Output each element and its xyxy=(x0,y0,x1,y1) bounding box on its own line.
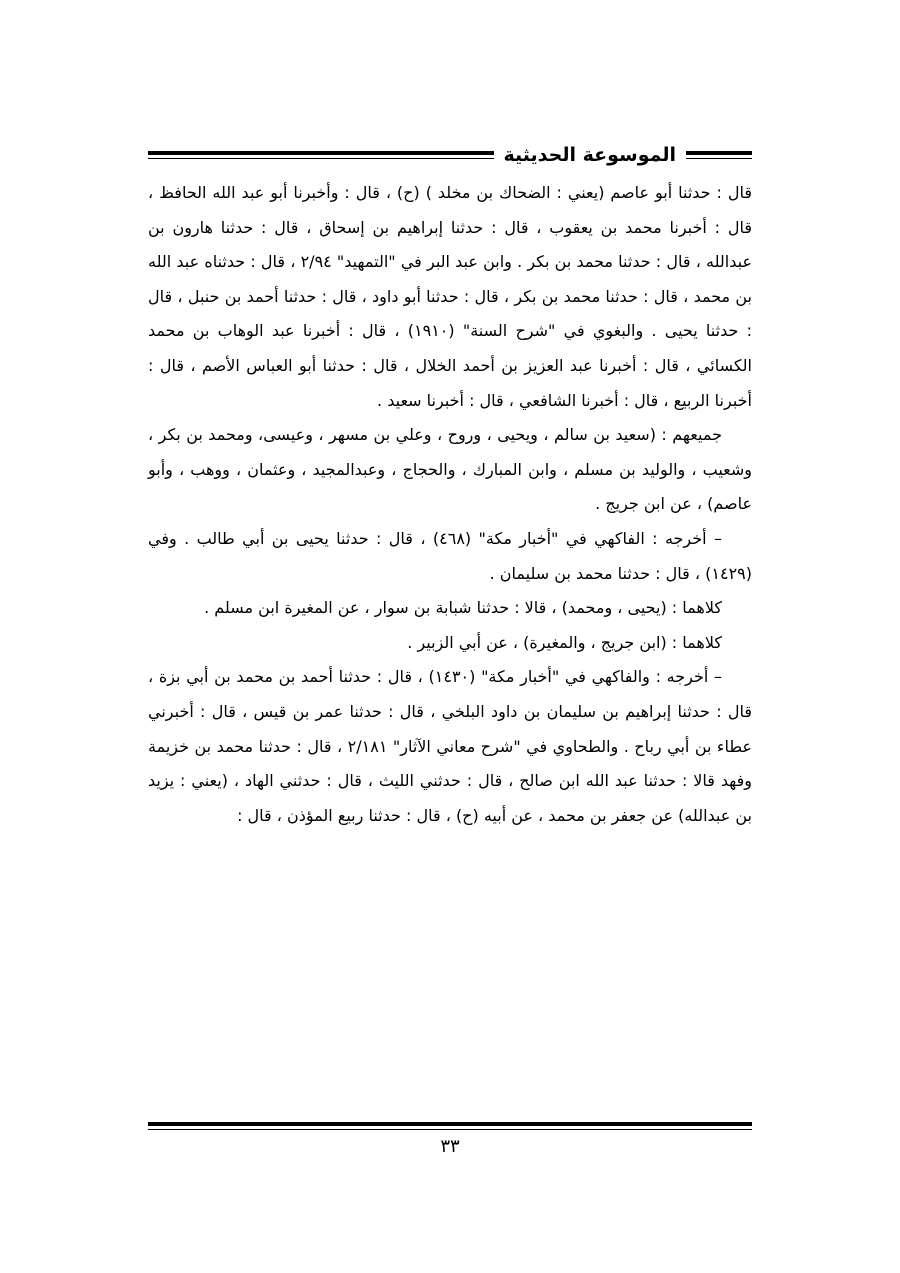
footer-rule xyxy=(148,1122,752,1130)
page-header xyxy=(148,138,752,172)
paragraph: – أخرجه : والفاكهي في "أخبار مكة" (١٤٣٠) ، قال : حدثنا أحمد بن محمد بن أبي بزة ، قال : حدثنا إبراهيم بن سليمان بن داود البلخي ، قال : حدثنا عمر بن قيس ، قال : أخبرني عطاء بن أبي رباح . والطحاوي في "شرح معاني الآثار" ٢/١٨١ ، قال : حدثنا محمد بن خزيمة وفهد قالا : حدثنا عبد الله ابن صالح ، قال : حدثني الليث ، قال : حدثني الهاد ، (يعني : يزيد بن عبدالله) عن جعفر بن محمد ، عن أبيه (ح) ، قال : حدثنا ربيع المؤذن ، قال : xyxy=(148,667,753,825)
paragraph: قال : حدثنا أبو عاصم (يعني : الضحاك بن مخلد ) (ح) ، قال : وأخبرنا أبو عبد الله الحافظ ، قال : أخبرنا محمد بن يعقوب ، قال : حدثنا إبراهيم بن إسحاق ، قال : حدثنا هارون بن عبدالله ، قال : حدثنا محمد بن بكر . وابن عبد البر في "التمهيد" ٢/٩٤ ، قال : حدثناه عبد الله بن محمد ، قال : حدثنا محمد بن بكر ، قال : حدثنا أبو داود ، قال : حدثنا أحمد بن حنبل ، قال : حدثنا يحيى . والبغوي في "شرح السنة" (١٩١٠) ، قال : أخبرنا عبد الوهاب بن محمد الكسائي ، قال : أخبرنا عبد العزيز بن أحمد الخلال ، قال : حدثنا أبو العباس الأصم ، قال : أخبرنا الربيع ، قال : أخبرنا الشافعي ، قال : أخبرنا سعيد . xyxy=(148,183,753,410)
body-text xyxy=(148,176,752,833)
paragraph: كلاهما : (ابن جريج ، والمغيرة) ، عن أبي الزبير . xyxy=(407,632,722,652)
header-rule-right xyxy=(686,151,752,159)
header-rule-left xyxy=(148,151,494,159)
page-number: ٣٣ xyxy=(440,1136,460,1157)
paragraph: جميعهم : (سعيد بن سالم ، ويحيى ، وروح ، وعلي بن مسهر ، وعيسى، ومحمد بن بكر ، وشعيب ، والوليد بن مسلم ، وابن المبارك ، والحجاج ، وعبدالمجيد ، وعثمان ، ووهب ، وأبو عاصم) ، عن ابن جريج . xyxy=(148,425,752,514)
running-title: الموسوعة الحديثية xyxy=(503,143,676,166)
paragraph: – أخرجه : الفاكهي في "أخبار مكة" (٤٦٨) ، قال : حدثنا يحيى بن أبي طالب . وفي (١٤٢٩) ، قال : حدثنا محمد بن سليمان . xyxy=(148,528,752,583)
paragraph: كلاهما : (يحيى ، ومحمد) ، قالا : حدثنا شبابة بن سوار ، عن المغيرة ابن مسلم . xyxy=(204,598,722,618)
